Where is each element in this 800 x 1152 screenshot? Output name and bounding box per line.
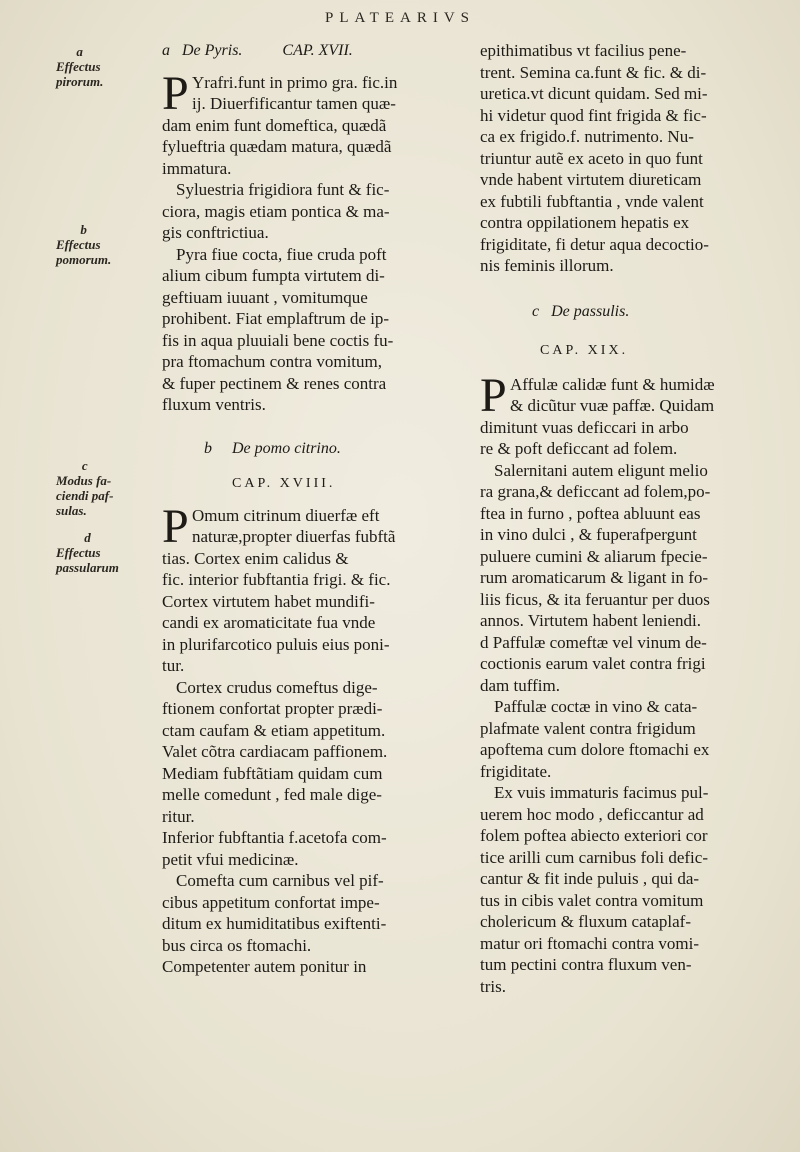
margin-note-line: pomorum. bbox=[56, 252, 112, 267]
text-line: apoftema cum dolore ftomachi ex bbox=[480, 740, 710, 759]
margin-note-line: Modus fa- bbox=[56, 473, 112, 488]
text-line: tias. Cortex enim calidus & bbox=[162, 548, 349, 568]
margin-note-line: Effectus bbox=[56, 59, 101, 74]
text-line: coctionis earum valet contra frigi bbox=[480, 654, 706, 673]
text-line: vnde habent virtutem diureticam bbox=[480, 170, 702, 189]
text-line: Competenter autem ponitur in bbox=[162, 957, 367, 976]
drop-cap: P bbox=[480, 368, 507, 422]
margin-note-line: Effectus bbox=[56, 237, 101, 252]
margin-note-line: ciendi paf- bbox=[56, 488, 114, 503]
text-line: Cortex crudus comeftus dige- bbox=[176, 677, 378, 697]
margin-note-a bbox=[56, 44, 103, 89]
text-line: melle comedunt , fed male dige- bbox=[162, 785, 382, 804]
margin-note-key: c bbox=[81, 458, 88, 473]
text-line: nis feminis illorum. bbox=[480, 256, 614, 275]
margin-note-line: pirorum. bbox=[56, 74, 104, 89]
chapter-18-body bbox=[162, 499, 462, 978]
text-line: geftiuam iuuant , vomitumque bbox=[162, 287, 368, 307]
text-line: ca ex frigido.f. nutrimento. Nu- bbox=[480, 127, 694, 146]
drop-cap: P bbox=[162, 66, 189, 120]
text-line: prohibent. Fiat emplaftrum de ip- bbox=[162, 309, 390, 328]
text-line: ditum ex humiditatibus exiftenti- bbox=[162, 914, 387, 933]
text-line: cantur & fit inde puluis , qui da- bbox=[480, 869, 700, 888]
drop-cap: P bbox=[162, 499, 189, 553]
text-line: tice arilli cum carnibus foli defic- bbox=[480, 847, 708, 867]
text-line: frigiditate. bbox=[480, 761, 552, 781]
margin-note-c bbox=[56, 458, 113, 518]
text-line: Comefta cum carnibus vel pif- bbox=[176, 871, 384, 890]
text-line: Cortex virtutem habet mundifi- bbox=[162, 591, 375, 611]
text-line: dam enim funt domeftica, quædã bbox=[162, 115, 387, 135]
text-line: naturæ,propter diuerfas fubftã bbox=[192, 527, 396, 546]
text-line: tum pectini contra fluxum ven- bbox=[480, 955, 692, 974]
text-line: Pyra fiue cocta, fiue cruda poft bbox=[176, 244, 387, 264]
text-line: dimitunt vuas deficcari in arbo bbox=[480, 417, 689, 437]
text-line: re & poft deficcant ad folem. bbox=[480, 439, 678, 458]
text-line: tus in cibis valet contra vomitum bbox=[480, 890, 704, 910]
text-line: dam tuffim. bbox=[480, 675, 560, 695]
text-line: alium cibum fumpta virtutem di- bbox=[162, 266, 385, 285]
text-line: Salernitani autem eligunt melio bbox=[494, 460, 708, 480]
margin-note-line: passularum bbox=[56, 560, 119, 575]
chapter-19-heading: c De passulis. bbox=[532, 302, 630, 320]
left-column bbox=[162, 40, 462, 978]
text-line: Ex vuis immaturis facimus pul- bbox=[494, 783, 709, 802]
chapter-19-cap: CAP. XIX. bbox=[540, 343, 629, 358]
text-line: cibus appetitum confortat impe- bbox=[162, 892, 380, 912]
text-line: frigiditate, fi detur aqua decoctio- bbox=[480, 234, 709, 254]
text-line: fluxum ventris. bbox=[162, 395, 266, 414]
text-line: trent. Semina ca.funt & fic. & di- bbox=[480, 62, 707, 82]
text-line: ra grana,& deficcant ad folem,po- bbox=[480, 482, 711, 501]
text-line: pra ftomachum contra vomitum, bbox=[162, 352, 382, 371]
text-line: epithimatibus vt facilius pene- bbox=[480, 41, 687, 60]
text-line: Syluestria frigidiora funt & fic- bbox=[176, 180, 390, 199]
text-line: gis conftrictiua. bbox=[162, 223, 269, 242]
text-line: in vino dulci , & fuperafpergunt bbox=[480, 525, 697, 544]
text-line: ctam caufam & etiam appetitum. bbox=[162, 720, 386, 740]
text-line: puluere cumini & aliarum fpecie- bbox=[480, 546, 708, 566]
text-line: uretica.vt dicunt quidam. Sed mi- bbox=[480, 84, 708, 103]
text-line: folem poftea abiecto exteriori cor bbox=[480, 826, 708, 845]
chapter-18-cap: CAP. XVIII. bbox=[232, 476, 336, 491]
text-line: Inferior fubftantia f.acetofa com- bbox=[162, 828, 387, 847]
text-line: & fuper pectinem & renes contra bbox=[162, 373, 387, 393]
text-line: immatura. bbox=[162, 158, 232, 178]
chapter-18-heading: b De pomo citrino. bbox=[204, 439, 341, 457]
text-line: fic. interior fubftantia frigi. & fic. bbox=[162, 570, 391, 589]
text-line: contra oppilationem hepatis ex bbox=[480, 213, 690, 232]
margin-note-line: Effectus bbox=[56, 545, 101, 560]
text-line: uerem hoc modo , deficcantur ad bbox=[480, 804, 704, 824]
text-line: bus circa os ftomachi. bbox=[162, 935, 312, 955]
text-line: triuntur autẽ ex aceto in quo funt bbox=[480, 148, 703, 168]
text-line: rum aromaticarum & ligant in fo- bbox=[480, 568, 709, 587]
text-line: Yrafri.funt in primo gra. fic.in bbox=[192, 72, 398, 92]
text-line: d Paffulæ comeftæ vel vinum de- bbox=[480, 632, 707, 652]
right-column bbox=[480, 40, 780, 997]
text-line: hi videtur quod fint frigida & fic- bbox=[480, 105, 707, 125]
text-line: fis in aqua pluuiali bene coctis fu- bbox=[162, 330, 394, 350]
text-line: in plurifarcotico puluis eius poni- bbox=[162, 634, 390, 654]
text-line: Omum citrinum diuerfæ eft bbox=[192, 505, 380, 525]
text-line: liis ficus, & ita feruantur per duos bbox=[480, 589, 710, 609]
margin-note-key: a bbox=[76, 44, 83, 59]
margin-note-d bbox=[56, 530, 119, 575]
margin-note-key: b bbox=[80, 222, 87, 237]
chapter-19-body bbox=[480, 368, 780, 998]
text-line: ij. Diuerfificantur tamen quæ- bbox=[192, 94, 396, 113]
text-line: Paffulæ coctæ in vino & cata- bbox=[494, 697, 698, 716]
text-line: tris. bbox=[480, 976, 506, 996]
text-line: matur ori ftomachi contra vomi- bbox=[480, 933, 700, 953]
text-line: Valet cõtra cardiacam paffionem. bbox=[162, 742, 388, 761]
text-line: Affulæ calidæ funt & humidæ bbox=[510, 374, 715, 394]
text-line: ftionem confortat propter prædi- bbox=[162, 699, 383, 718]
margin-note-key: d bbox=[84, 530, 91, 545]
text-line: ex fubtili fubftantia , vnde valent bbox=[480, 191, 704, 211]
text-line: annos. Virtutem habent leniendi. bbox=[480, 611, 702, 630]
chapter-17-heading: a De Pyris. CAP. XVII. bbox=[162, 42, 353, 59]
text-line: & dicũtur vuæ paffæ. Quidam bbox=[510, 396, 715, 415]
running-head: PLATEARIVS bbox=[324, 10, 475, 26]
text-line: ftea in furno , poftea abluunt eas bbox=[480, 503, 701, 523]
text-line: candi ex aromaticitate fua vnde bbox=[162, 613, 376, 632]
text-line: fylueftria quædam matura, quædã bbox=[162, 137, 392, 156]
text-line: cholericum & fluxum cataplaf- bbox=[480, 912, 691, 931]
text-line: plafmate valent contra frigidum bbox=[480, 718, 696, 738]
text-line: ritur. bbox=[162, 806, 195, 826]
margin-note-b bbox=[56, 222, 111, 267]
right-top-body bbox=[480, 40, 780, 277]
text-line: tur. bbox=[162, 656, 185, 675]
margin-note-line: sulas. bbox=[56, 503, 87, 518]
chapter-17-body bbox=[162, 66, 462, 416]
text-line: Mediam fubftãtiam quidam cum bbox=[162, 763, 383, 783]
text-line: petit vfui medicinæ. bbox=[162, 849, 299, 869]
text-line: ciora, magis etiam pontica & ma- bbox=[162, 201, 390, 221]
